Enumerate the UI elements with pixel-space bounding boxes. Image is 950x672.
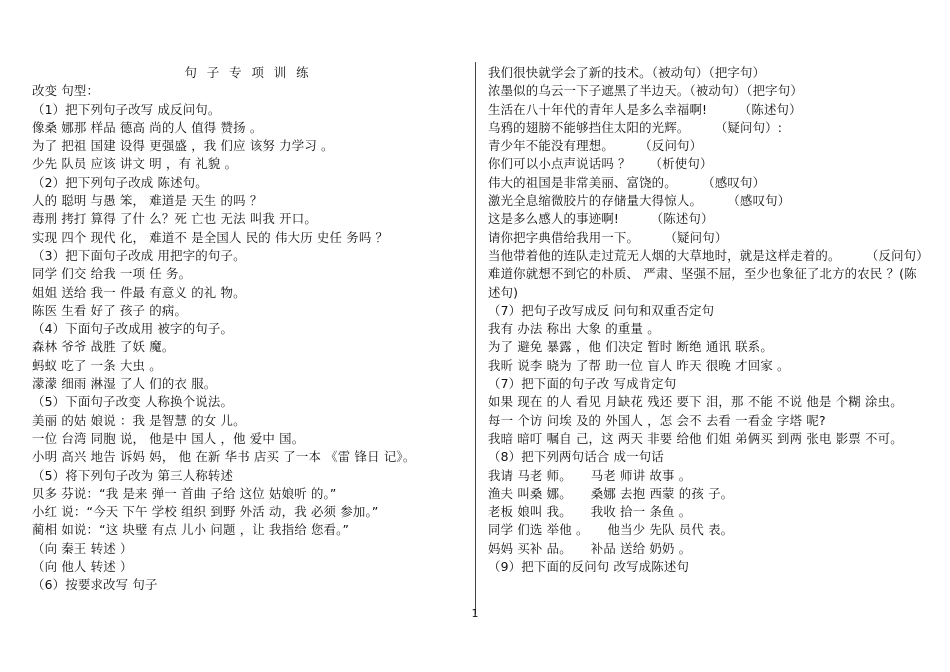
- text-line: 乌鸦的翅膀不能够挡住太阳的光辉。 （疑问句）:: [488, 119, 783, 135]
- text-line: 贝多 芬说：“我 是来 弹一 首曲 子给 这位 姑娘听 的。”: [32, 485, 337, 501]
- text-line: 当他带着他的连队走过荒无人烟的大草地时，就是这样走着的。 （反问句）: [488, 247, 929, 263]
- text-line: 我有 办法 称出 大象 的重量 。: [488, 321, 660, 337]
- text-line: 我请 马老 师。 马老 师讲 故事 。: [488, 467, 692, 483]
- text-line: 每一 个访 问埃 及的 外国人 ，怎 会不 去看 一看金 字塔 呢?: [488, 412, 826, 428]
- text-line: 蚂蚁 吃了 一条 大虫 。: [32, 357, 162, 373]
- text-line: （2）把下列句子改成 陈述句。: [32, 174, 208, 190]
- text-line: 濛濛 细雨 淋湿 了人 们的衣 服。: [32, 376, 217, 392]
- text-line: 实现 四个 现代 化， 难道不 是全国人 民的 伟大历 史任 务吗 ？: [32, 229, 389, 245]
- text-line: 为了 把祖 国建 设得 更强盛 ，我 们应 该努 力学习 。: [32, 138, 334, 154]
- text-line: 美丽 的姑 娘说 ：我 是智慧 的女 儿。: [32, 412, 246, 428]
- text-line: （1）把下列句子改写 成反问句。: [32, 101, 221, 117]
- text-line: （7）把句子改写成反 问句和双重否定句: [488, 302, 715, 318]
- text-line: 同学 们交 给我 一项 任 务。: [32, 266, 192, 282]
- text-line: 如果 现在 的人 看见 月缺花 残还 要下 泪，那 不能 不说 他是 个糊 涂虫。: [488, 394, 903, 410]
- text-line: 少先 队员 应该 讲文 明 ，有 礼貌 。: [32, 156, 238, 172]
- text-line: （5）将下列句子改为 第三人称转述: [32, 467, 234, 483]
- text-line: 改变 句型：: [32, 83, 100, 99]
- text-line: 浓墨似的乌云一下子遮黑了半边天。（被动句）（把字句）: [488, 83, 803, 99]
- text-line: 姐姐 送给 我一 件最 有意义 的礼 物。: [32, 284, 246, 300]
- text-line: 像桑 娜那 样品 德高 尚的人 值得 赞扬 。: [32, 119, 263, 135]
- right-lines: [488, 64, 928, 576]
- text-line: 渔夫 叫桑 娜。 桑娜 去抱 西蒙 的孩 子。: [488, 485, 734, 501]
- text-line: 为了 避免 暴露 ，他 们决定 暂时 断绝 通讯 联系。: [488, 339, 773, 355]
- text-line: 青少年不能没有理想。 （反问句）: [488, 138, 703, 154]
- text-line: （8）把下列两句话合 成一句话: [488, 449, 664, 465]
- text-line: 你们可以小点声说话吗 ？ （析使句）: [488, 156, 713, 172]
- page-title: 句 子 专 项 训 练: [184, 65, 312, 80]
- text-line: 难道你就想不到它的朴质、 严肃、坚强不屈，至少也象征了北方的农民 ？(陈述句): [488, 266, 917, 300]
- text-line: 同学 们选 举他 。 他当少 先队 员代 表。: [488, 522, 734, 538]
- text-line: 蔺相 如说：“这 块璧 有点 儿小 问题 ，让 我指给 您看。”: [32, 522, 350, 538]
- text-line: 人的 聪明 与愚 笨， 难道是 天生 的吗 ？: [32, 193, 263, 209]
- right-column: [488, 64, 928, 576]
- text-line: （6）按要求改写 句子: [32, 577, 158, 593]
- column-divider: [475, 62, 476, 614]
- page-number: 1: [471, 607, 479, 620]
- text-line: 伟大的祖国是非常美丽、富饶的。 （感叹句）: [488, 174, 766, 190]
- text-line: 我昕 说李 晓为 了帮 助一位 盲人 昨天 很晚 才回家 。: [488, 357, 790, 373]
- text-line: 小明 高兴 地告 诉妈 妈， 他 在新 华书 店买 了一本 《雷 锋日 记》。: [32, 449, 416, 465]
- text-line: 陈医 生看 好了 孩子 的病。: [32, 302, 188, 318]
- text-line: 生活在八十年代的青年人是多么幸福啊! （陈述句）: [488, 101, 802, 117]
- text-line: 我们很快就学会了新的技术。（被动句）（把字句）: [488, 65, 766, 80]
- text-line: （7）把下面的句子改 写成肯定句: [488, 376, 677, 392]
- text-line: 一位 台湾 同胞 说， 他是中 国人 ，他 爱中 国。: [32, 430, 305, 446]
- text-line: 毒刑 拷打 算得 了什 么？死 亡也 无法 叫我 开口。: [32, 211, 317, 227]
- text-line: （5）下面句子改变 人称换个说法。: [32, 394, 234, 410]
- text-line: 这是多么感人的事迹啊! （陈述句）: [488, 211, 714, 227]
- text-line: 妈妈 买补 品。 补品 送给 奶奶 。: [488, 540, 692, 556]
- text-line: 小红 说：“今天 下午 学校 组织 到野 外活 动，我 必须 参加。”: [32, 504, 379, 520]
- text-line: 激光全息缩微胶片的存储量大得惊人。 （感叹句）: [488, 193, 791, 209]
- text-line: 请你把字典借给我用一下。 （疑问句）: [488, 229, 728, 245]
- text-line: （9）把下面的反问句 改写成陈述句: [488, 559, 690, 575]
- text-line: 森林 爷爷 战胜 了妖 魔。: [32, 339, 175, 355]
- text-line: 老板 娘叫 我。 我收 拾一 条鱼 。: [488, 504, 692, 520]
- left-lines: [32, 82, 464, 594]
- text-line: （4）下面句子改成用 被字的句子。: [32, 321, 234, 337]
- text-line: （3）把下面句子改成 用把字的句子。: [32, 247, 246, 263]
- text-line: （向 他人 转述 ）: [32, 559, 133, 575]
- text-line: （向 秦王 转述 ）: [32, 540, 133, 556]
- text-line: 我暗 暗叮 嘱自 己，这 两天 非要 给他 们姐 弟俩买 到两 张电 影票 不可。: [488, 430, 903, 446]
- left-column: [32, 64, 464, 595]
